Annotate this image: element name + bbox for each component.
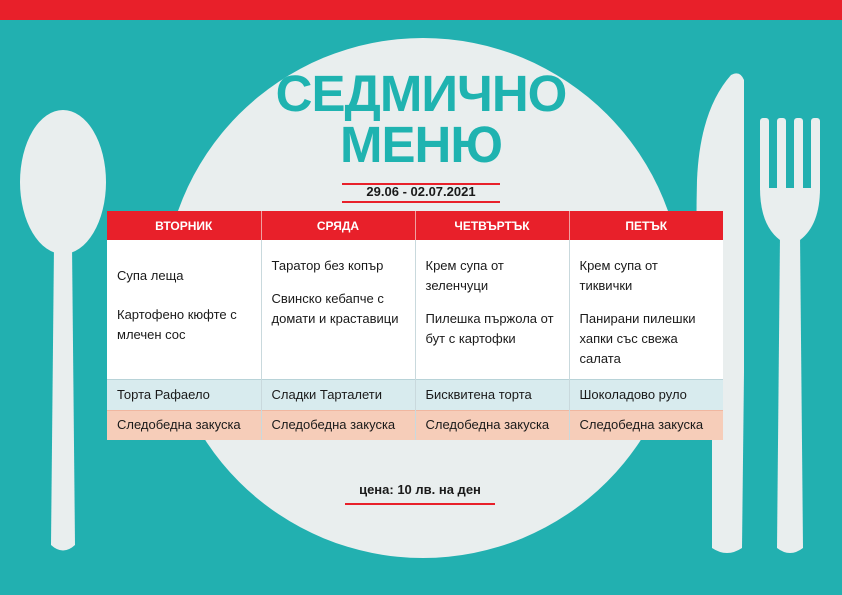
- soup-item: Супа леща: [117, 268, 184, 283]
- main-dish-item: Картофено кюфте с млечен сос: [117, 307, 237, 342]
- menu-title-line2: МЕНЮ: [340, 116, 502, 173]
- price-underline: [345, 503, 495, 505]
- weekly-menu-table: [107, 211, 723, 440]
- dessert-row: [107, 379, 723, 410]
- day-header: ВТОРНИК: [107, 211, 261, 240]
- main-dish-item: Свинско кебапче с домати и краставици: [271, 291, 399, 326]
- date-bottom-divider: [342, 201, 500, 203]
- snack-cell: Следобедна закуска: [569, 410, 723, 440]
- soup-item: Крем супа от тиквички: [579, 258, 658, 293]
- spoon-icon: [20, 110, 106, 551]
- day-header: ПЕТЪК: [569, 211, 723, 240]
- menu-cell: [107, 240, 261, 379]
- price-label: цена: 10 лв. на ден: [359, 482, 481, 497]
- snack-cell: Следобедна закуска: [107, 410, 261, 440]
- soup-item: Крем супа от зеленчуци: [425, 258, 504, 293]
- main-dish-item: Панирани пилешки хапки със свежа салата: [579, 311, 696, 366]
- dessert-cell: Торта Рафаело: [107, 379, 261, 410]
- dessert-cell: Шоколадово руло: [569, 379, 723, 410]
- dessert-cell: Бисквитена торта: [415, 379, 569, 410]
- menu-cell: [261, 240, 415, 379]
- menu-cell: [415, 240, 569, 379]
- soup-item: Таратор без копър: [271, 258, 384, 273]
- fork-icon: [760, 118, 820, 553]
- day-header: ЧЕТВЪРТЪК: [415, 211, 569, 240]
- day-header-row: [107, 211, 723, 240]
- main-course-row: [107, 240, 723, 379]
- snack-cell: Следобедна закуска: [415, 410, 569, 440]
- date-range: 29.06 - 02.07.2021: [366, 184, 476, 199]
- dessert-cell: Сладки Тарталети: [261, 379, 415, 410]
- menu-title-line1: СЕДМИЧНО: [275, 65, 567, 122]
- snack-cell: Следобедна закуска: [261, 410, 415, 440]
- day-header: СРЯДА: [261, 211, 415, 240]
- main-dish-item: Пилешка пържола от бут с картофки: [425, 311, 554, 346]
- snack-row: [107, 410, 723, 440]
- menu-cell: [569, 240, 723, 379]
